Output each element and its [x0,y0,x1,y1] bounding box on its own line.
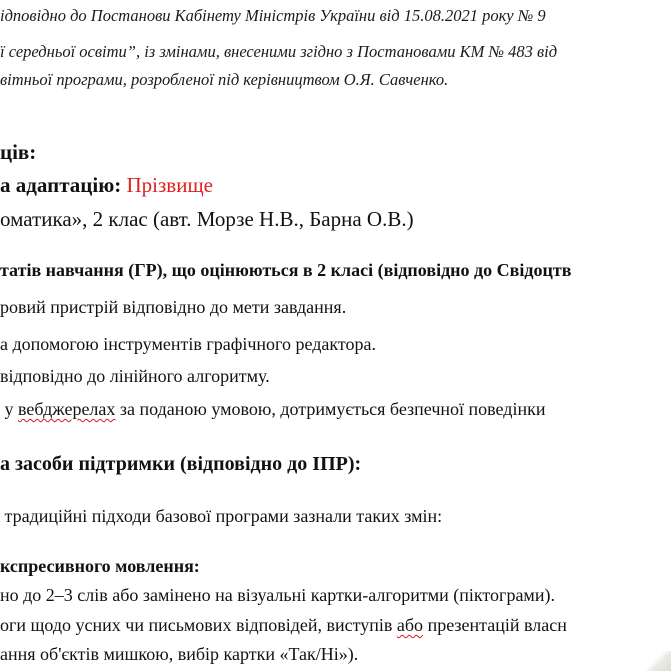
section-heading-participants: ців: [0,140,37,164]
adaptation-surname: Прізвище [126,173,213,197]
header-line-3: вітньої програми, розробленої під керівництвом О.Я. Савченко. [0,70,449,89]
speech-line-2-prefix: оги щодо усних чи письмових відповідей, виступів [0,615,397,635]
page-corner-shadow [645,651,671,671]
result-item-1: ровий пристрій відповідно до мети завдання. [0,297,347,317]
result-item-3: відповідно до лінійного алгоритму. [0,366,270,386]
result-item-4-flagged-word: вебджерелах [18,399,116,419]
speech-line-1: но до 2–3 слів або замінено на візуальні картки-алгоритми (піктограми). [0,585,555,605]
course-line: оматика», 2 клас (авт. Морзе Н.В., Барна О.В.) [0,207,414,231]
header-line-2: ї середньої освіти”, із змінами, внесеними згідно з Постановами КМ № 483 від [0,42,558,61]
results-heading: татів навчання (ГР), що оцінюються в 2 класі (відповідно до Свідоцтв [0,260,572,280]
result-item-4 [0,399,545,420]
result-item-4-suffix: за поданою умовою, дотримується безпечної поведінки [115,399,546,419]
speech-line-2-suffix: презентацій власн [423,615,567,635]
speech-heading: кспресивного мовлення: [0,556,200,576]
header-line-1: ідповідно до Постанови Кабінету Міністрів України від 15.08.2021 року № 9 [0,6,546,25]
speech-line-2 [0,615,567,636]
support-heading: а засоби підтримки (відповідно до ІПР): [0,453,362,475]
speech-line-3: ання об'єктів мишкою, вибір картки «Так/Ні»). [0,644,359,664]
adaptation-label: а адаптацію: [0,173,122,197]
result-item-4-prefix: у [0,399,18,419]
support-intro: традиційні підходи базової програми зазнали таких змін: [0,506,443,526]
adaptation-line [0,173,213,198]
speech-line-2-flagged-word: або [396,615,424,635]
result-item-2: а допомогою інструментів графічного редактора. [0,334,377,354]
